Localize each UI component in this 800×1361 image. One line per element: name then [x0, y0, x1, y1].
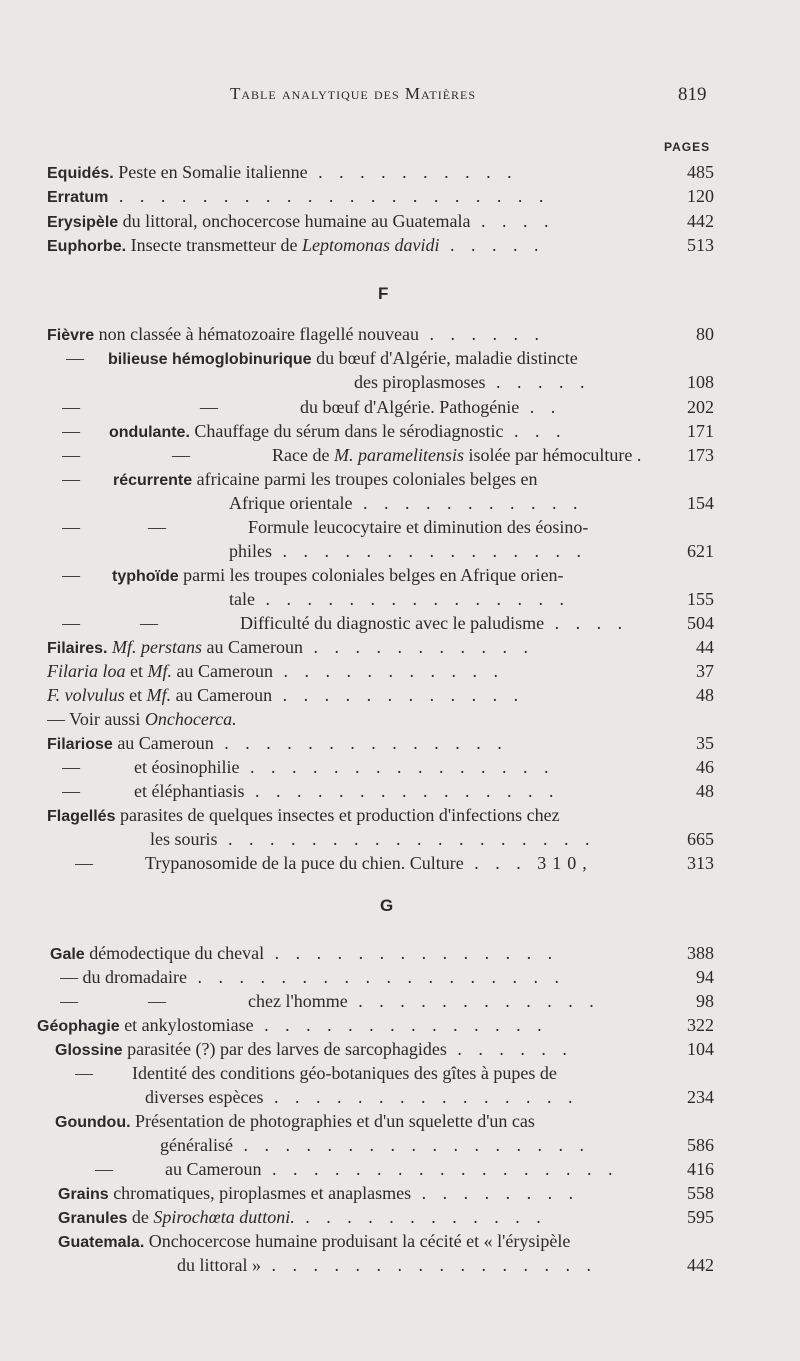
entry-text: [145, 1085, 650, 1109]
entry-text: [62, 467, 650, 493]
index-entry: [0, 1157, 730, 1181]
page-ref: 665: [687, 829, 714, 849]
entry-term: typhoïde: [112, 568, 179, 585]
page-ref: 94: [696, 967, 714, 987]
entry-text: [160, 1133, 650, 1157]
index-entry: [0, 851, 730, 875]
entry-text: [55, 1109, 650, 1135]
leader-dots: . .: [519, 397, 562, 417]
index-entry: [0, 659, 730, 683]
dash-mark: —: [62, 613, 80, 633]
ditto-dash: —: [172, 445, 190, 465]
page-ref: 504: [687, 613, 714, 633]
page-ref: 621: [687, 541, 714, 561]
dash-mark: —: [62, 757, 80, 777]
entry-italic: Mf.: [147, 661, 173, 681]
page-ref: 120: [687, 186, 714, 206]
index-entry: [0, 1085, 730, 1109]
page-ref: 416: [687, 1159, 714, 1179]
leader-dots: . . . . . . . . . . . . . .: [253, 1015, 548, 1035]
entry-body: et ankylostomiase: [119, 1015, 254, 1035]
index-entry: [0, 755, 730, 779]
entry-term: Grains: [58, 1186, 109, 1203]
entry-text: [75, 851, 650, 875]
entry-text: [47, 803, 650, 829]
entry-body: généralisé: [160, 1135, 233, 1155]
page-ref: 485: [687, 162, 714, 182]
entry-body: du bœuf d'Algérie, maladie distincte: [311, 348, 578, 368]
page-ref: 558: [687, 1183, 714, 1203]
page-ref: 595: [687, 1207, 714, 1227]
entry-text: [95, 1157, 650, 1181]
entry-body: Insecte transmetteur de: [126, 235, 303, 255]
leader-dots: . . . . . . . .: [411, 1183, 580, 1203]
entry-term: Erratum: [47, 189, 109, 206]
entry-text: [177, 1253, 650, 1277]
dash-mark: —: [75, 1063, 93, 1083]
entry-term: Fièvre: [47, 327, 95, 344]
index-entry: [0, 515, 730, 539]
entry-text: [62, 779, 650, 803]
entry-body: au Cameroun: [112, 733, 214, 753]
entry-term: Géophagie: [37, 1018, 120, 1035]
entry-body: Trypanosomide de la puce du chien. Culture: [145, 853, 464, 873]
leader-dots: . . . . . . . . . . .: [302, 637, 534, 657]
entry-italic: Leptomonas davidi: [302, 235, 440, 255]
entry-text: [229, 491, 650, 515]
index-entry: [0, 563, 730, 587]
index-entry: [0, 322, 730, 346]
section-letter-f: F: [378, 284, 389, 303]
dash-mark: —: [62, 565, 80, 585]
leader-dots: . . . . . . . . . . . . . . . . .: [232, 1135, 590, 1155]
entry-body: de: [127, 1207, 154, 1227]
entry-body: philes: [229, 541, 272, 561]
index-entry: [0, 370, 730, 394]
page-ref: 35: [696, 733, 714, 753]
entry-text: [58, 1181, 650, 1207]
entry-italic: Mf.: [146, 685, 172, 705]
entry-text: [62, 419, 650, 445]
index-entry: [0, 346, 730, 370]
page-ref: 234: [687, 1087, 714, 1107]
entry-body: parasitée (?) par des larves de sarcophagides: [122, 1039, 447, 1059]
index-entry: [0, 941, 730, 965]
entry-term: Glossine: [55, 1042, 123, 1059]
entry-italic: Filaria loa: [47, 661, 126, 681]
section-letter-g: G: [380, 896, 394, 915]
dash-mark: —: [62, 781, 80, 801]
leader-dots: . . . . . . . . . . .: [352, 493, 584, 513]
page-ref: 202: [687, 397, 714, 417]
entry-body: et: [125, 661, 148, 681]
entry-term: bilieuse hémoglobinurique: [108, 351, 312, 368]
entry-body: Difficulté du diagnostic avec le paludisme: [240, 613, 545, 633]
page-ref: 173: [687, 445, 714, 465]
page-ref: 442: [687, 1255, 714, 1275]
entry-text: [62, 563, 650, 589]
index-entry: [0, 611, 730, 635]
entry-body: Chauffage du sérum dans le sérodiagnostic: [189, 421, 504, 441]
entry-term: récurrente: [113, 472, 193, 489]
index-entry: [0, 233, 730, 257]
entry-body: Identité des conditions géo-botaniques des gîtes à pupes de: [132, 1063, 557, 1083]
leader-dots: . . . . . . . . . .: [307, 162, 518, 182]
dash-mark: —: [62, 469, 80, 489]
page-ref: 155: [687, 589, 714, 609]
leader-dots: . . . 310,: [463, 853, 593, 873]
page-ref: 80: [696, 324, 714, 344]
index-entry: [0, 1205, 730, 1229]
entry-text: [354, 370, 650, 394]
entry-text: [47, 184, 650, 210]
dash-mark: —: [66, 348, 84, 368]
entry-body: et: [124, 685, 147, 705]
entry-text: [60, 989, 650, 1013]
index-entry: [0, 635, 730, 659]
page-ref: 171: [687, 421, 714, 441]
dash-mark: —: [60, 991, 78, 1011]
index-entry: [0, 539, 730, 563]
entry-body: au Cameroun: [172, 661, 273, 681]
page-ref: 586: [687, 1135, 714, 1155]
entry-text: [47, 160, 650, 186]
entry-term: Filariose: [47, 736, 113, 753]
index-entry: [0, 965, 730, 989]
page-ref: 108: [687, 372, 714, 392]
index-entry: [0, 1013, 730, 1037]
index-entry: [0, 587, 730, 611]
entry-body: africaine parmi les troupes coloniales belges en: [192, 469, 538, 489]
dash-mark: —: [62, 397, 80, 417]
entry-term: Flagellés: [47, 808, 116, 825]
entry-body: parmi les troupes coloniales belges en Afrique orien-: [178, 565, 564, 585]
entry-body: les souris: [150, 829, 218, 849]
leader-dots: . . . . . . . . . . . . . . .: [244, 781, 560, 801]
entry-body: Présentation de photographies et d'un squelette d'un cas: [130, 1111, 535, 1131]
entry-term: Goundou.: [55, 1114, 131, 1131]
entry-body: et éosinophilie: [134, 757, 240, 777]
entry-body: — du dromadaire: [60, 967, 187, 987]
leader-dots: . . . . . . . . . . . .: [347, 991, 600, 1011]
index-entry: [0, 1061, 730, 1085]
dash-mark: —: [95, 1159, 113, 1179]
entry-text: [55, 1037, 650, 1063]
entry-body: Onchocercose humaine produisant la cécité et « l'érysipèle: [144, 1231, 571, 1251]
leader-dots: . . . . . .: [446, 1039, 573, 1059]
entry-text: [229, 539, 650, 563]
leader-dots: . . . . . . . . . . . . . . . . . .: [217, 829, 596, 849]
entry-text: [47, 659, 650, 683]
entry-italic: Spirochœta duttoni.: [153, 1207, 295, 1227]
page-ref: 513: [687, 235, 714, 255]
page-ref: 44: [696, 637, 714, 657]
entry-text: [50, 941, 650, 967]
dash-mark: —: [62, 421, 80, 441]
entry-body: chez l'homme: [248, 991, 348, 1011]
page-ref: 154: [687, 493, 714, 513]
index-entry: [0, 827, 730, 851]
page-ref: 313: [687, 853, 714, 873]
entry-text: [150, 827, 650, 851]
leader-dots: . . . . .: [439, 235, 545, 255]
entry-term: ondulante.: [109, 424, 190, 441]
leader-dots: . . . . . . . . . . . . . . . . . . . . .: [108, 186, 550, 206]
entry-italic: Mf. perstans: [107, 637, 202, 657]
entry-text: [47, 635, 650, 661]
entry-text: [62, 443, 650, 467]
ditto-dash: —: [148, 991, 166, 1011]
index-entry: [0, 989, 730, 1013]
entry-body: parasites de quelques insectes et production d'infections chez: [115, 805, 560, 825]
leader-dots: . . . . . . . . . . . . . . . . . .: [186, 967, 565, 987]
entry-body: au Cameroun: [165, 1159, 262, 1179]
leader-dots: . . . . . . . . . . . . . . .: [239, 757, 555, 777]
entry-text: [62, 515, 650, 539]
entry-text: [47, 233, 650, 259]
index-entry: [0, 184, 730, 208]
entry-body: diverses espèces: [145, 1087, 264, 1107]
entry-text: [60, 965, 650, 989]
index-entry: [0, 1133, 730, 1157]
entry-text: [75, 1061, 650, 1085]
entry-text: [62, 611, 650, 635]
index-entry: [0, 1253, 730, 1277]
entry-body: isolée par hémoculture .: [463, 445, 642, 465]
entry-body: et éléphantiasis: [134, 781, 245, 801]
page-ref: 104: [687, 1039, 714, 1059]
leader-dots: . . . .: [470, 211, 555, 231]
page-header: [0, 84, 800, 114]
entry-term: Filaires.: [47, 640, 108, 657]
index-entry: [0, 160, 730, 184]
page-number: 819: [678, 84, 707, 105]
ditto-dash: —: [200, 397, 218, 417]
leader-dots: . . . .: [544, 613, 629, 633]
entry-text: [47, 707, 650, 731]
entry-body: du littoral »: [177, 1255, 261, 1275]
entry-text: [47, 731, 650, 757]
entry-text: [58, 1229, 650, 1255]
index-entry: [0, 467, 730, 491]
leader-dots: . . . . . . . . . . . . . . .: [272, 541, 587, 561]
index-entry: [0, 395, 730, 419]
leader-dots: . . . . . .: [418, 324, 545, 344]
leader-dots: . . . . . . . . . . . .: [272, 685, 525, 705]
dash-mark: —: [62, 517, 80, 537]
index-entry: [0, 707, 730, 731]
index-entry: [0, 209, 730, 233]
entry-body: au Cameroun: [201, 637, 303, 657]
entry-text: [62, 395, 650, 419]
entry-text: [66, 346, 650, 372]
entry-body: au Cameroun: [171, 685, 273, 705]
entry-italic: F. volvulus: [47, 685, 125, 705]
running-title: Table analytique des Matières: [230, 84, 477, 103]
leader-dots: . . . . . . . . . . . . . . .: [254, 589, 570, 609]
entry-term: Erysipèle: [47, 214, 119, 231]
entry-text: [229, 587, 650, 611]
entry-body: — Voir aussi: [47, 709, 145, 729]
entry-body: des piroplasmoses: [354, 372, 486, 392]
leader-dots: . . . . . . . . . . .: [272, 661, 504, 681]
entry-body: Formule leucocytaire et diminution des éosino-: [248, 517, 589, 537]
entry-body: tale: [229, 589, 255, 609]
index-entry: [0, 1229, 730, 1253]
entry-text: [47, 209, 650, 235]
leader-dots: . . . . . . . . . . . .: [294, 1207, 547, 1227]
entry-text: [62, 755, 650, 779]
leader-dots: . . . . . . . . . . . . . . . .: [261, 1255, 597, 1275]
entry-text: [47, 683, 650, 707]
entry-term: Gale: [50, 946, 85, 963]
ditto-dash: —: [140, 613, 158, 633]
entry-body: chromatiques, piroplasmes et anaplasmes: [108, 1183, 412, 1203]
page-ref: 442: [687, 211, 714, 231]
leader-dots: . . . . .: [485, 372, 591, 392]
entry-term: Granules: [58, 1210, 128, 1227]
dash-mark: —: [62, 445, 80, 465]
entry-text: [47, 322, 650, 348]
index-entry: [0, 1181, 730, 1205]
leader-dots: . . . . . . . . . . . . . .: [264, 943, 559, 963]
page-ref: 98: [696, 991, 714, 1011]
index-entry: [0, 443, 730, 467]
index-entry: [0, 803, 730, 827]
index-entry: [0, 1109, 730, 1133]
entry-body: démodectique du cheval: [84, 943, 265, 963]
index-entry: [0, 731, 730, 755]
index-entry: [0, 683, 730, 707]
page-ref: 46: [696, 757, 714, 777]
page-ref: 388: [687, 943, 714, 963]
entry-body: non classée à hématozoaire flagellé nouveau: [94, 324, 419, 344]
entry-italic: M. paramelitensis: [333, 445, 464, 465]
pages-column-label: PAGES: [664, 140, 711, 154]
entry-body: Afrique orientale: [229, 493, 353, 513]
index-entry: [0, 1037, 730, 1061]
leader-dots: . . . . . . . . . . . . . .: [213, 733, 508, 753]
entry-body: du littoral, onchocercose humaine au Guatemala: [118, 211, 471, 231]
leader-dots: . . . . . . . . . . . . . . . . .: [261, 1159, 619, 1179]
index-entry: [0, 779, 730, 803]
page-ref: 322: [687, 1015, 714, 1035]
entry-body: Race de: [272, 445, 334, 465]
page-ref: 48: [696, 685, 714, 705]
ditto-dash: —: [148, 517, 166, 537]
entry-term: Equidés.: [47, 165, 114, 182]
entry-term: Euphorbe.: [47, 238, 127, 255]
leader-dots: . . . . . . . . . . . . . . .: [263, 1087, 579, 1107]
entry-body: Peste en Somalie italienne: [113, 162, 308, 182]
page-ref: 37: [696, 661, 714, 681]
entry-italic: Onchocerca.: [144, 709, 237, 729]
index-entry: [0, 419, 730, 443]
entry-body: du bœuf d'Algérie. Pathogénie: [300, 397, 520, 417]
dash-mark: —: [75, 853, 93, 873]
page-ref: 48: [696, 781, 714, 801]
index-entry: [0, 491, 730, 515]
leader-dots: . . .: [503, 421, 567, 441]
entry-text: [37, 1013, 650, 1039]
entry-term: Guatemala.: [58, 1234, 145, 1251]
entry-text: [58, 1205, 650, 1231]
